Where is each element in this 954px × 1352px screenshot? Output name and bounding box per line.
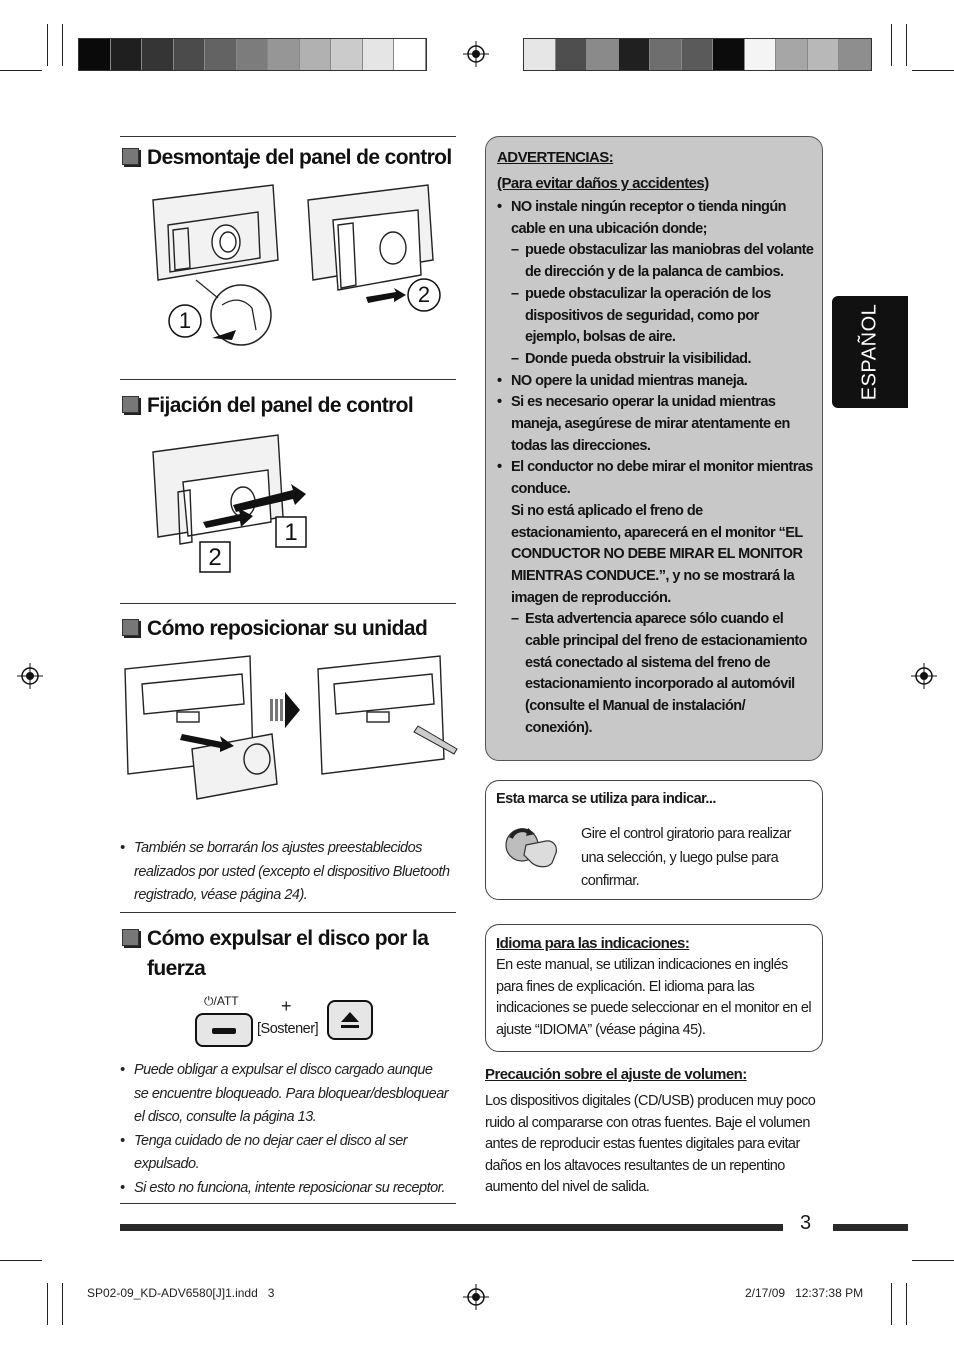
warning-subitem: – Donde pueda obstruir la visibilidad. — [511, 350, 751, 367]
section-title-attach: Fijación del panel de control — [122, 391, 413, 421]
color-swatch — [713, 39, 745, 70]
color-swatch-bar-right — [523, 38, 872, 71]
color-swatch — [650, 39, 682, 70]
section-rule — [120, 912, 456, 913]
warning-detail: Si no está aplicado el freno de estacionamiento, aparecerá en el monitor “EL CONDUCTOR NO DEBE MIRAR EL MONITOR MIENTRAS CONDUCE.”, y no se mostrará la imagen de reproducción. — [511, 502, 803, 606]
eject-notes — [120, 1059, 450, 1200]
section-rule — [120, 136, 456, 137]
color-swatch — [682, 39, 714, 70]
step-1-badge: 1 — [284, 519, 298, 546]
language-tab: ESPAÑOL — [832, 296, 908, 408]
section-title-eject: Cómo expulsar el disco por la fuerza — [122, 924, 428, 984]
color-swatch — [808, 39, 840, 70]
volume-text: Los dispositivos digitales (CD/USB) producen muy poco ruido al compararse con otras fuentes. Baje el volumen antes de reproducir estas fuentes digitales para evitar daños en los altavoces resultantes de un repentino aumento del nivel de salida. — [485, 1093, 816, 1196]
language-text: En este manual, se utilizan indicaciones en inglés para fines de explicación. El idioma para las indicaciones se puede seleccionar en el monitor en el ajuste “IDIOMA” (véase página 45). — [496, 957, 812, 1038]
registration-mark-icon — [17, 663, 43, 689]
eject-note-1: • Puede obligar a expulsar el disco cargado aunque se encuentre bloqueado. Para bloquear/desbloquear el disco, consulte la página 13. — [120, 1062, 449, 1125]
step-1-badge: 1 — [178, 308, 192, 333]
warning-subitem: – puede obstaculizar las maniobras del volante de dirección y de la palanca de cambios. — [511, 242, 814, 281]
color-swatch — [524, 39, 556, 70]
detach-panel-illustration — [148, 180, 448, 360]
page-number: 3 — [800, 1212, 812, 1234]
page-rule-left — [120, 1224, 783, 1231]
warning-item: • NO instale ningún receptor o tienda ningún cable en una ubicación donde; — [497, 199, 786, 237]
eject-icon — [329, 1002, 371, 1038]
color-swatch — [300, 39, 332, 70]
step-2-badge: 2 — [208, 544, 222, 571]
warning-item: • Si es necesario operar la unidad mientras maneja, asegúrese de mirar atentamente en todas las direcciones. — [497, 394, 790, 454]
color-swatch — [556, 39, 588, 70]
footer-timestamp: 2/17/09 12:37:38 PM — [745, 1286, 864, 1300]
step-2-badge: 2 — [417, 282, 431, 307]
color-swatch — [142, 39, 174, 70]
warning-subitem: – Esta advertencia aparece sólo cuando el cable principal del freno de estacionamiento está conectado al sistema del freno de estacionamiento incorporado al automóvil (consulte el Manual de instalación/ conexión). — [511, 611, 807, 736]
mark-legend-box — [485, 780, 823, 900]
att-button[interactable] — [195, 1013, 253, 1047]
plus-sign: + — [281, 996, 292, 1016]
warning-subitem: – puede obstaculizar la operación de los dispositivos de seguridad, como por ejemplo, bolsas de aire. — [511, 285, 771, 346]
warning-item: • NO opere la unidad mientras maneja. — [497, 372, 748, 389]
rotate-and-press-icon — [502, 823, 562, 869]
eject-note-2: • Tenga cuidado de no dejar caer el disco al ser expulsado. — [120, 1132, 408, 1172]
color-swatch — [363, 39, 395, 70]
color-swatch-bar-left — [78, 38, 427, 71]
eject-button[interactable] — [327, 1000, 373, 1040]
section-title-reposition: Cómo reposicionar su unidad — [122, 614, 427, 644]
section-rule — [120, 1203, 456, 1204]
color-swatch — [745, 39, 777, 70]
color-swatch — [619, 39, 651, 70]
registration-mark-icon — [463, 1284, 489, 1310]
section-rule — [120, 379, 456, 380]
color-swatch — [111, 39, 143, 70]
mark-legend-heading: Esta marca se utiliza para indicar... — [496, 791, 716, 807]
color-swatch — [394, 39, 426, 70]
registration-mark-icon — [911, 663, 937, 689]
color-swatch — [776, 39, 808, 70]
power-icon: ⏻/ — [204, 994, 217, 1008]
section-title-detach: Desmontaje del panel de control — [122, 143, 452, 173]
warnings-subheading: (Para evitar daños y accidentes) — [497, 175, 709, 192]
registration-mark-icon — [463, 41, 489, 67]
color-swatch — [205, 39, 237, 70]
language-heading: Idioma para las indicaciones: — [496, 935, 690, 952]
volume-heading: Precaución sobre el ajuste de volumen: — [485, 1066, 747, 1083]
color-swatch — [237, 39, 269, 70]
reposition-illustration — [122, 654, 460, 816]
color-swatch — [839, 39, 871, 70]
language-box — [485, 924, 823, 1052]
color-swatch — [268, 39, 300, 70]
page-rule-right — [833, 1224, 908, 1231]
attach-panel-illustration — [148, 432, 328, 582]
color-swatch — [587, 39, 619, 70]
att-button-label: ⏻/ATT — [204, 994, 239, 1008]
footer-file: SP02-09_KD-ADV6580[J]1.indd 3 — [87, 1286, 275, 1300]
hold-label: [Sostener] — [257, 1021, 319, 1037]
section-rule — [120, 603, 456, 604]
color-swatch — [79, 39, 111, 70]
mark-legend-text: Gire el control giratorio para realizar una selección, y luego pulse para confirmar. — [581, 826, 791, 889]
color-swatch — [174, 39, 206, 70]
color-swatch — [331, 39, 363, 70]
eject-note-3: • Si esto no funciona, intente reposicionar su receptor. — [120, 1179, 445, 1196]
warnings-box — [485, 136, 823, 761]
warnings-heading: ADVERTENCIAS: — [497, 149, 614, 166]
reposition-note: • También se borrarán los ajustes preestablecidos realizados por usted (excepto el dispositivo Bluetooth registrado, véase página 24). — [120, 840, 450, 903]
warning-item: • El conductor no debe mirar el monitor mientras conduce. — [497, 459, 813, 498]
